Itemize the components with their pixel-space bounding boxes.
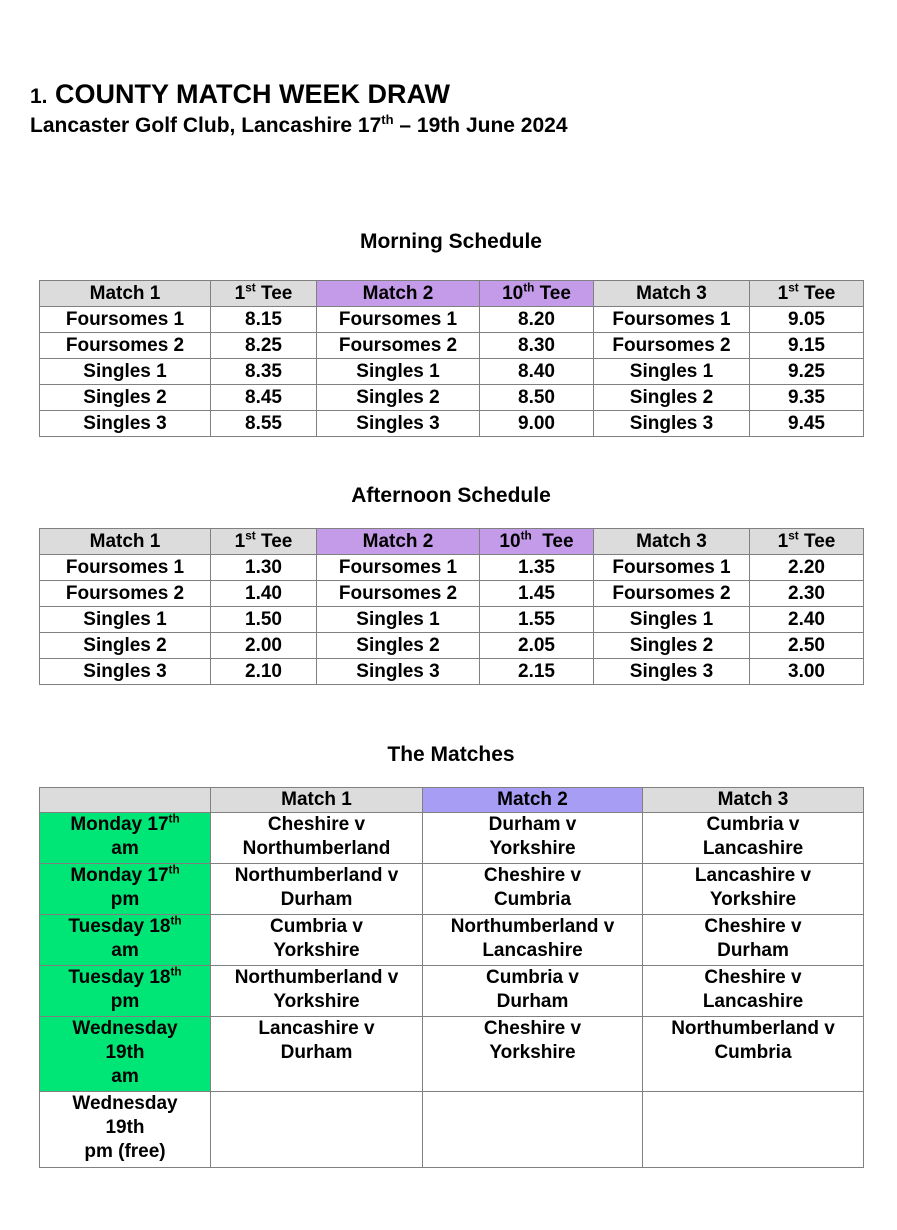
header-text: Match 2 [362,282,434,304]
fixture-cell [211,966,423,1017]
home-team: Cumbria v [486,967,579,988]
header-text: Match 1 [89,530,161,552]
afternoon-header-cell [594,529,750,555]
afternoon-cell: Foursomes 2 [594,581,750,607]
afternoon-cell: Singles 2 [594,633,750,659]
header-text: 1 [234,282,246,304]
home-team: Cheshire v [704,967,802,988]
morning-row [40,333,864,359]
morning-cell: Singles 3 [594,411,750,437]
away-team: Lancashire [702,991,804,1012]
afternoon-row [40,633,864,659]
document-subtitle [30,113,568,139]
fixture-cell [643,1017,864,1092]
header-text: 10 [499,530,521,552]
away-team: Yorkshire [273,940,360,961]
day-cell [40,966,211,1017]
empty-fixture-cell [423,1092,643,1168]
afternoon-cell: Singles 1 [40,607,211,633]
home-team: Durham v [488,814,577,835]
morning-cell: 8.25 [211,333,317,359]
fixture-cell [643,915,864,966]
home-team: Northumberland v [450,916,615,937]
header-sup: st [245,529,256,543]
header-sup: st [245,281,256,295]
home-team: Cheshire v [267,814,366,835]
away-team: Durham [280,889,353,910]
matches-table [39,787,864,1168]
matches-header-row [40,788,864,813]
morning-heading: Morning Schedule [359,230,542,253]
afternoon-cell: Singles 2 [317,633,480,659]
fixture-cell [211,1017,423,1092]
session-label: am [111,940,139,961]
morning-cell: 9.25 [750,359,864,385]
away-team: Lancashire [482,940,583,961]
afternoon-row [40,659,864,685]
afternoon-cell: Singles 3 [40,659,211,685]
away-team: Durham [280,1042,353,1063]
header-text: Match 2 [362,530,434,552]
home-team: Cumbria v [270,916,363,937]
afternoon-cell: Foursomes 2 [317,581,480,607]
header-suffix: Tee [798,282,836,304]
afternoon-cell: 2.05 [480,633,594,659]
day-sup: th [170,965,182,979]
away-team: Northumberland [242,838,391,859]
fixture-cell [643,864,864,915]
away-team: Yorkshire [489,1042,576,1063]
day-cell [40,864,211,915]
header-suffix: Tee [534,282,571,304]
morning-cell: 8.30 [480,333,594,359]
home-team: Lancashire v [258,1018,375,1039]
morning-cell: 8.45 [211,385,317,411]
matches-row [40,966,864,1017]
matches-free-row [40,1092,864,1168]
afternoon-cell: Singles 2 [40,633,211,659]
morning-cell: 8.35 [211,359,317,385]
morning-cell: 9.00 [480,411,594,437]
afternoon-cell: 1.40 [211,581,317,607]
fixture-cell [211,915,423,966]
morning-cell: Singles 2 [317,385,480,411]
day-cell [40,813,211,864]
home-team: Cheshire v [483,865,582,886]
matches-header-cell: Match 1 [211,788,423,813]
header-suffix: Tee [798,530,836,552]
morning-header-cell [317,281,480,307]
morning-header-cell [750,281,864,307]
afternoon-cell: Foursomes 1 [317,555,480,581]
home-team: Northumberland v [671,1018,835,1039]
morning-cell: 9.35 [750,385,864,411]
morning-header-cell [211,281,317,307]
afternoon-cell: Singles 1 [317,607,480,633]
morning-cell: Singles 1 [40,359,211,385]
afternoon-cell: Singles 3 [594,659,750,685]
fixture-cell [423,966,643,1017]
afternoon-cell: Foursomes 1 [40,555,211,581]
afternoon-row [40,607,864,633]
fixture-cell [643,813,864,864]
morning-header-cell [40,281,211,307]
header-text: 1 [777,530,789,552]
afternoon-cell: 2.20 [750,555,864,581]
morning-cell: Foursomes 1 [594,307,750,333]
away-team: Cumbria [714,1042,792,1063]
morning-header-cell [480,281,594,307]
afternoon-row [40,581,864,607]
morning-cell: Singles 2 [594,385,750,411]
home-team: Cheshire v [704,916,802,937]
afternoon-header-cell [480,529,594,555]
header-suffix: Tee [531,530,574,552]
session-label: pm [110,991,140,1012]
matches-row [40,1017,864,1092]
subtitle-sup: th [381,111,394,127]
away-team: Cumbria [493,889,572,910]
day-label [40,915,210,939]
morning-row [40,307,864,333]
away-team: Yorkshire [273,991,360,1012]
header-text: Match 3 [636,530,707,552]
day-label [40,966,210,990]
away-team: Durham [496,991,569,1012]
day-cell [40,915,211,966]
free-day-label: pm (free) [84,1141,166,1162]
afternoon-cell: Singles 3 [317,659,480,685]
morning-cell: 9.15 [750,333,864,359]
subtitle-dates: – 19th June 2024 [393,114,568,137]
header-text: Match 1 [89,282,161,304]
morning-cell: 8.50 [480,385,594,411]
fixture-cell [211,813,423,864]
matches-header-cell: Match 3 [643,788,864,813]
day-name: Monday 17 [70,814,169,835]
afternoon-row [40,555,864,581]
home-team: Lancashire v [694,865,812,886]
day-sup: th [168,863,180,877]
afternoon-cell: Foursomes 2 [40,581,211,607]
morning-header-row [40,281,864,307]
header-text: Match 3 [636,282,707,304]
fixture-cell [423,1017,643,1092]
morning-cell: Singles 1 [594,359,750,385]
header-text: 1 [777,282,789,304]
afternoon-schedule-table [39,528,864,685]
empty-fixture-cell [643,1092,864,1168]
day-sup: th [168,812,180,826]
day-cell [40,1017,211,1092]
fixture-cell [423,813,643,864]
afternoon-cell: 2.40 [750,607,864,633]
home-team: Cheshire v [483,1018,582,1039]
morning-cell: Foursomes 1 [317,307,480,333]
morning-cell: Singles 2 [40,385,211,411]
afternoon-cell: 2.15 [480,659,594,685]
header-text: 1 [234,530,246,552]
matches-header-blank [40,788,211,813]
home-team: Cumbria v [706,814,800,835]
afternoon-cell: 1.55 [480,607,594,633]
afternoon-header-cell [750,529,864,555]
away-team: Yorkshire [489,838,576,859]
day-cell-free [40,1092,211,1168]
day-date: 19th [105,1042,145,1063]
day-name: Tuesday 18 [68,916,171,937]
fixture-cell [211,864,423,915]
morning-schedule-table [39,280,864,437]
afternoon-header-cell [317,529,480,555]
afternoon-header-cell [211,529,317,555]
session-label: pm [110,889,140,910]
morning-cell: 8.40 [480,359,594,385]
subtitle-venue: Lancaster Golf Club, Lancashire 17 [30,114,382,137]
title-text: COUNTY MATCH WEEK DRAW [55,79,451,109]
morning-cell: 8.55 [211,411,317,437]
day-name: Tuesday 18 [68,967,171,988]
morning-row [40,359,864,385]
session-label: am [111,838,139,859]
morning-cell: 8.15 [211,307,317,333]
header-sup: st [788,281,799,295]
morning-cell: Foursomes 1 [40,307,211,333]
afternoon-header-cell [40,529,211,555]
morning-cell: 9.05 [750,307,864,333]
day-label [40,864,210,888]
afternoon-heading: Afternoon Schedule [351,484,551,507]
afternoon-cell: 1.35 [480,555,594,581]
header-sup: th [523,281,535,295]
header-suffix: Tee [255,282,293,304]
header-text: 10 [502,282,524,304]
morning-row [40,411,864,437]
afternoon-cell: Foursomes 1 [594,555,750,581]
session-label: am [111,1066,139,1087]
matches-row [40,813,864,864]
morning-header-cell [594,281,750,307]
afternoon-header-row [40,529,864,555]
morning-cell: Foursomes 2 [594,333,750,359]
morning-row [40,385,864,411]
morning-cell: Foursomes 2 [317,333,480,359]
day-name: Monday 17 [70,865,169,886]
home-team: Northumberland v [234,967,399,988]
afternoon-cell: 2.50 [750,633,864,659]
morning-cell: Singles 3 [317,411,480,437]
fixture-cell [423,864,643,915]
free-day-label: 19th [105,1117,145,1138]
matches-row [40,915,864,966]
afternoon-cell: 2.30 [750,581,864,607]
morning-cell: Singles 3 [40,411,211,437]
home-team: Northumberland v [234,865,399,886]
afternoon-cell: 1.45 [480,581,594,607]
document-title [30,78,450,113]
afternoon-cell: 1.30 [211,555,317,581]
morning-cell: 9.45 [750,411,864,437]
fixture-cell [423,915,643,966]
matches-header-cell: Match 2 [423,788,643,813]
morning-cell: Singles 1 [317,359,480,385]
header-sup: st [788,529,799,543]
matches-heading: The Matches [387,743,515,766]
empty-fixture-cell [211,1092,423,1168]
day-label [40,1017,210,1041]
day-name: Wednesday [72,1018,178,1039]
morning-cell: 8.20 [480,307,594,333]
away-team: Lancashire [702,838,804,859]
afternoon-cell: Singles 1 [594,607,750,633]
morning-cell: Foursomes 2 [40,333,211,359]
day-label [40,813,210,837]
afternoon-cell: 2.00 [211,633,317,659]
section-number: 1. [30,85,48,108]
afternoon-cell: 2.10 [211,659,317,685]
matches-row [40,864,864,915]
away-team: Yorkshire [709,889,797,910]
free-day-label: Wednesday [72,1093,178,1114]
afternoon-cell: 1.50 [211,607,317,633]
header-suffix: Tee [255,530,293,552]
away-team: Durham [717,940,789,961]
afternoon-cell: 3.00 [750,659,864,685]
day-sup: th [170,914,182,928]
fixture-cell [643,966,864,1017]
header-sup: th [520,529,532,543]
